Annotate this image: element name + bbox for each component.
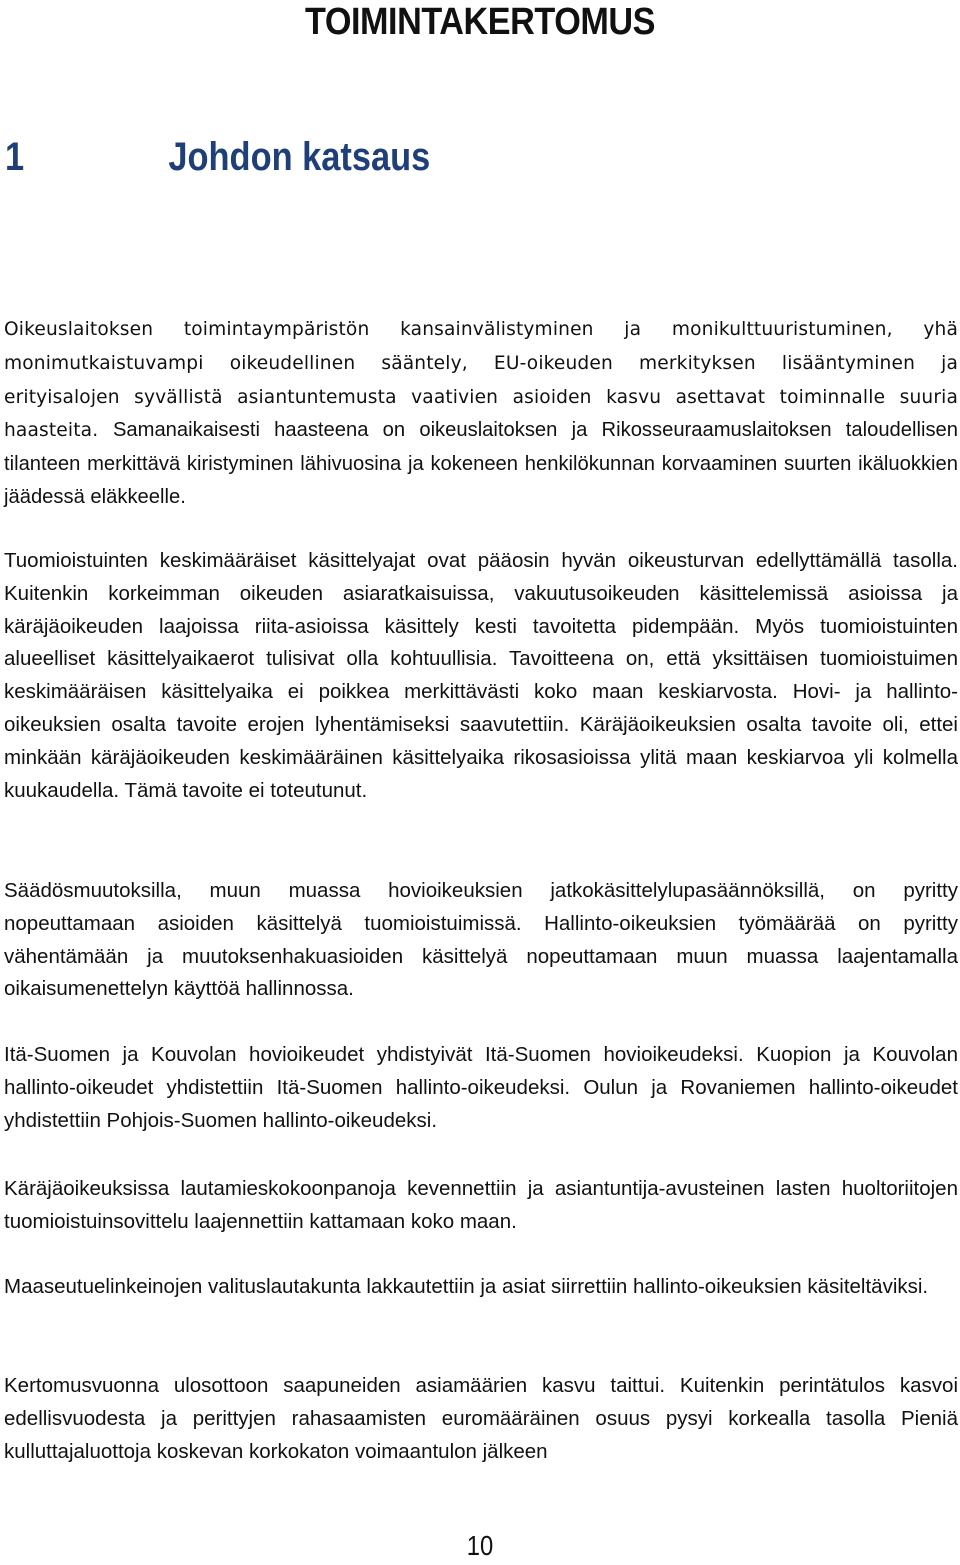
section-number: 1	[5, 135, 25, 179]
paragraph-7: Kertomusvuonna ulosottoon saapuneiden asiamäärien kasvu taittui. Kuitenkin perintätulos kasvoi edellisvuodesta ja perittyjen rahasaamisten euromääräinen osuus pysyi korkealla tasolla Pieniä kulluttajaluottoja koskevan korkokaton voimaantulon jälkeen	[4, 1374, 958, 1463]
paragraph-2: Tuomioistuinten keskimääräiset käsittelyajat ovat pääosin hyvän oikeusturvan edellyttämällä tasolla. Kuitenkin korkeimman oikeuden asiaratkaisuissa, vakuutusoikeuden käsittelemissä asioissa ja käräjäoikeuden laajoissa riita-asioissa käsittely kesti tavoitetta pidempään. Myös tuomioistuinten alueelliset käsittelyaikaerot tulisivat olla kohtuullisia. Tavoitteena on, että yksittäisen tuomioistuimen keskimääräisen käsittelyaika ei poikkea merkittävästi koko maan keskiarvosta. Hovi- ja hallinto-oikeuksien osalta tavoite erojen lyhentämiseksi saavutettiin. Käräjäoikeuksien osalta tavoite oli, ettei minkään käräjäoikeuden keskimääräinen käsittelyaika rikosasioissa ylitä maan keskiarvoa yli kolmella kuukaudella. Tämä tavoite ei toteutunut.	[4, 549, 958, 802]
paragraph-5: Käräjäoikeuksissa lautamieskokoonpanoja kevennettiin ja asiantuntija-avusteinen lasten huoltoriitojen tuomioistuinsovittelu laajennettiin kattamaan koko maan.	[4, 1177, 958, 1233]
section-title: Johdon katsaus	[168, 135, 431, 179]
page-number: 10	[466, 1530, 494, 1561]
document-title: TOIMINTAKERTOMUS	[304, 1, 655, 43]
paragraph-1	[4, 313, 958, 514]
paragraph-4: Itä-Suomen ja Kouvolan hovioikeudet yhdistyivät Itä-Suomen hovioikeudeksi. Kuopion ja Kouvolan hallinto-oikeudet yhdistettiin Itä-Suomen hallinto-oikeudeksi. Oulun ja Rovaniemen hallinto-oikeudet yhdistettiin Pohjois-Suomen hallinto-oikeudeksi.	[4, 1043, 958, 1132]
paragraph-1-part-1: Oikeuslaitoksen toimintaympäristön kansainvälistyminen ja monikulttuuristuminen, yhä monimutkaistuvampi oikeudellinen sääntely, EU-oikeuden merkityksen lisääntyminen ja erityisalojen syvällistä asiantuntemusta vaativien asioiden kasvu asettavat toiminnalle suuria haasteita.	[4, 319, 958, 442]
paragraph-6: Maaseutuelinkeinojen valituslautakunta lakkautettiin ja asiat siirrettiin hallinto-oikeuksien käsiteltäviksi.	[4, 1275, 929, 1298]
paragraph-1-part-2: Samanaikaisesti haasteena on oikeuslaitoksen ja Rikosseuraamuslaitoksen taloudellisen tilanteen merkittävä kiristyminen lähivuosina ja kokeneen henkilökunnan korvaaminen suurten ikäluokkien jäädessä eläkkeelle.	[4, 419, 959, 508]
paragraph-3: Säädösmuutoksilla, muun muassa hovioikeuksien jatkokäsittelylupasäännöksillä, on pyritty nopeuttamaan asioiden käsittelyä tuomioistuimissä. Hallinto-oikeuksien työmäärää on pyritty vähentämään ja muutoksenhakuasioiden käsittelyä nopeuttamaan muun muassa laajentamalla oikaisumenettelyn käyttöä hallinnossa.	[4, 879, 958, 1001]
section-heading	[5, 133, 430, 181]
